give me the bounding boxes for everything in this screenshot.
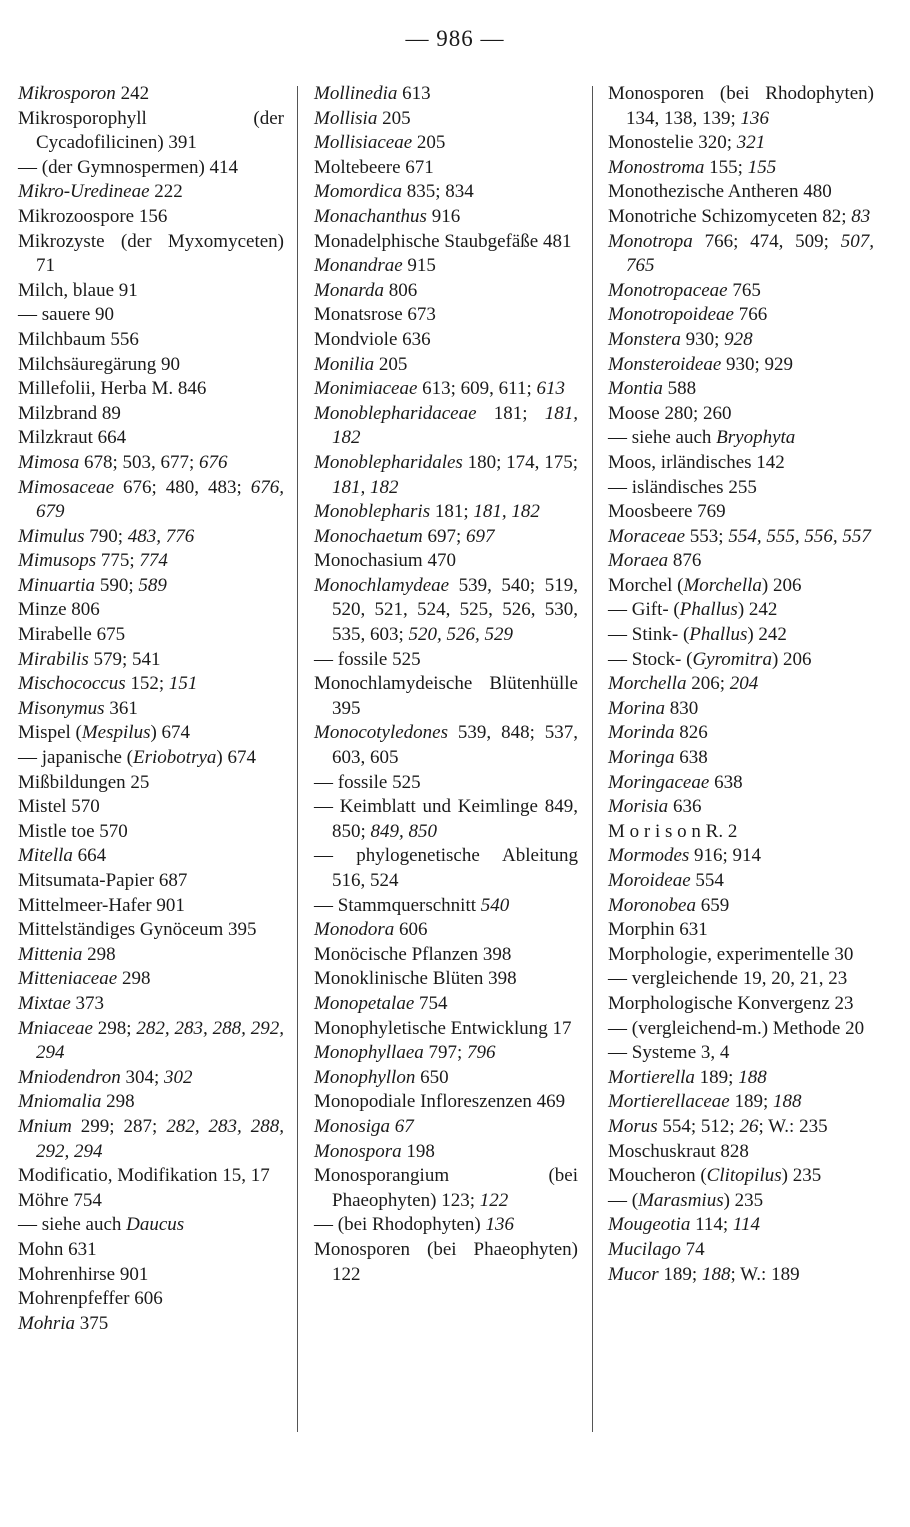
index-entry: Milzbrand 89 [18,402,121,424]
index-entry: Mnium 299; 287; 282, 283, 288, 292, 294 [18,1115,285,1162]
index-entry: Mimusops 775; 774 [18,550,168,572]
index-entry: — Stammquerschnitt 540 [314,894,510,916]
index-column-left [18,82,284,1336]
index-entry: Mollisia 205 [314,107,411,129]
index-entry: Mimosaceae 676; 480, 483; 676, 679 [18,476,284,523]
index-entry: Moos, irländisches 142 [608,451,785,473]
index-entry: Morchel (Morchella) 206 [608,574,802,596]
index-entry: Moschuskraut 828 [608,1140,749,1162]
index-entry: Mikrosporophyll (der Cycadofilicinen) 391 [18,107,284,154]
index-entry: Moraea 876 [608,550,702,572]
index-entry: Mikrozoospore 156 [18,205,168,227]
index-entry: Misonymus 361 [18,697,138,719]
index-entry: Mohria 375 [18,1312,109,1334]
index-entry: Mormodes 916; 914 [608,845,762,867]
index-entry: Monatsrose 673 [314,304,436,326]
index-entry: Monachanthus 916 [314,205,461,227]
index-entry: Moringa 638 [608,747,708,769]
index-entry: Modificatio, Modifikation 15, 17 [18,1165,270,1187]
index-column-middle [314,82,578,1287]
index-entry: Monochaetum 697; 697 [314,525,495,547]
index-entry: — Gift- (Phallus) 242 [608,599,778,621]
index-entry: — Keimblatt und Keimlinge 849, 850; 849, 850 [314,796,578,842]
index-entry: Monocotyledones 539, 848; 537, 603, 605 [314,722,578,769]
index-entry: Mortierella 189; 188 [608,1066,767,1088]
index-entry: Mimulus 790; 483, 776 [18,525,195,547]
index-entry: Monotropoideae 766 [608,304,768,326]
page-header: — 986 — [405,26,505,51]
index-entry: — japanische (Eriobotrya) 674 [18,747,256,769]
index-entry: — siehe auch Bryophyta [608,427,796,449]
index-entry: — fossile 525 [314,648,421,670]
index-entry: Mischococcus 152; 151 [18,673,198,695]
index-entry: Morisia 636 [608,796,702,818]
index-entry: Monosiga 67 [314,1115,414,1137]
index-entry: Monopetalae 754 [314,992,448,1014]
index-entry: Montia 588 [608,378,697,400]
index-entry: Mistle toe 570 [18,820,128,842]
index-entry: Morus 554; 512; 26; W.: 235 [608,1115,828,1137]
index-entry: Mougeotia 114; 114 [608,1214,760,1236]
index-entry: Monsteroideae 930; 929 [608,353,794,375]
index-entry: Monimiaceae 613; 609, 611; 613 [314,378,566,400]
index-entry: Monochasium 470 [314,550,456,572]
index-entry: Mohn 631 [18,1238,97,1260]
index-entry: Milchsäuregärung 90 [18,353,180,375]
index-entry: Monöcische Pflanzen 398 [314,943,512,965]
index-entry: Monopodiale Infloreszenzen 469 [314,1091,566,1113]
index-entry: Monarda 806 [314,279,418,301]
index-entry: Mißbildungen 25 [18,771,150,793]
index-entry: Mniomalia 298 [18,1091,135,1113]
index-entry: Morchella 206; 204 [608,673,759,695]
column-divider-2 [592,86,593,1432]
index-entry: Milchbaum 556 [18,328,139,350]
index-entry: M o r i s o n R. 2 [608,820,738,842]
index-entry: Milch, blaue 91 [18,279,138,301]
index-entry: Monoblepharidales 180; 174, 175; 181, 182 [314,451,578,498]
index-entry: Mitsumata-Papier 687 [18,870,188,891]
index-entry: Monstera 930; 928 [608,328,753,350]
index-entry: — siehe auch Daucus [18,1214,185,1236]
index-entry: Mniodendron 304; 302 [18,1066,193,1088]
index-entry: Moose 280; 260 [608,402,732,424]
index-entry: Mollinedia 613 [314,83,431,104]
index-entry: Momordica 835; 834 [314,181,474,203]
index-entry: Monophyllon 650 [314,1066,449,1088]
index-entry: — (bei Rhodophyten) 136 [314,1214,515,1236]
index-entry: Mitteniaceae 298 [18,968,151,990]
index-entry: Moraceae 553; 554, 555, 556, 557 [608,525,871,547]
index-entry: Monilia 205 [314,353,408,375]
index-entry: Monadelphische Staubgefäße 481 [314,230,572,252]
page-number: 986 [436,26,474,51]
index-entry: Mittelmeer-Hafer 901 [18,894,185,916]
index-entry: Moroideae 554 [608,870,724,891]
index-entry: Mirabilis 579; 541 [18,648,161,670]
column-divider-1 [297,86,298,1432]
index-entry: Moringaceae 638 [608,771,743,793]
index-entry: Moronobea 659 [608,894,730,916]
index-entry: Mistel 570 [18,796,100,818]
index-entry: Möhre 754 [18,1189,102,1211]
index-entry: Mimosa 678; 503, 677; 676 [18,451,228,473]
index-entry: Mixtae 373 [18,992,105,1014]
index-entry: Mohrenhirse 901 [18,1263,149,1285]
index-entry: Monospora 198 [314,1140,435,1162]
index-entry: Monoblepharidaceae 181; 181, 182 [314,402,578,449]
index-entry: Mniaceae 298; 282, 283, 288, 292, 294 [18,1017,285,1064]
index-entry: Monotriche Schizomyceten 82; 83 [608,205,871,227]
index-entry: Monophyllaea 797; 796 [314,1042,496,1064]
index-entry: — sauere 90 [18,304,115,326]
index-entry: Mitella 664 [18,845,107,867]
index-entry: Mucilago 74 [608,1238,705,1260]
index-entry: Mondviole 636 [314,328,431,350]
index-entry: Mikro-Uredineae 222 [18,181,183,203]
index-entry: Morinda 826 [608,722,708,744]
index-entry: Monochlamydeische Blütenhülle 395 [314,673,578,719]
index-entry: Monostelie 320; 321 [608,132,766,154]
index-entry: Morphin 631 [608,919,708,941]
index-entry: Moosbeere 769 [608,501,726,523]
index-entry: Mohrenpfeffer 606 [18,1288,163,1310]
index-entry: Monosporen (bei Rhodophyten) 134, 138, 139; 136 [608,83,874,129]
index-entry: Monotropa 766; 474, 509; 507, 765 [608,230,874,277]
index-entry: Mollisiaceae 205 [314,132,446,154]
index-entry: Monostroma 155; 155 [608,156,777,178]
index-entry: Mortierellaceae 189; 188 [608,1091,802,1113]
index-entry: — Stock- (Gyromitra) 206 [608,648,812,670]
index-entry: Monoklinische Blüten 398 [314,968,517,990]
index-entry: Mittelständiges Gynöceum 395 [18,919,257,941]
index-entry: Monochlamydeae 539, 540; 519, 520, 521, 524, 525, 526, 530, 535, 603; 520, 526, 529 [314,574,578,646]
index-entry: Mikrosporon 242 [18,83,150,104]
index-entry: — Stink- (Phallus) 242 [608,624,787,646]
index-entry: Monotropaceae 765 [608,279,761,301]
index-entry: Mikrozyste (der Myxomyceten) 71 [18,230,284,277]
index-column-right [608,82,874,1287]
index-entry: Morphologie, experimentelle 30 [608,943,854,965]
index-entry: Moucheron (Clitopilus) 235 [608,1165,822,1187]
index-entry: Monandrae 915 [314,255,436,277]
index-entry: — (vergleichend-m.) Methode 20 [608,1017,865,1039]
index-entry: Monodora 606 [314,919,428,941]
index-entry: — vergleichende 19, 20, 21, 23 [608,968,848,990]
index-entry: Mittenia 298 [18,943,116,965]
index-entry: Mucor 189; 188; W.: 189 [608,1263,800,1285]
index-entry: Monothezische Antheren 480 [608,181,832,203]
index-entry: Mirabelle 675 [18,624,126,646]
index-entry: — phylogenetische Ableitung 516, 524 [314,845,578,891]
index-entry: — (der Gymnospermen) 414 [18,156,239,178]
index-entry: Millefolii, Herba M. 846 [18,378,207,400]
index-entry: Minze 806 [18,599,100,621]
index-entry: — isländisches 255 [608,476,757,498]
index-entry: Morina 830 [608,697,699,719]
index-entry: Minuartia 590; 589 [18,574,167,596]
index-entry: Monosporangium (bei Phaeophyten) 123; 122 [314,1165,578,1211]
index-entry: Monosporen (bei Phaeophyten) 122 [314,1238,578,1285]
index-entry: Moltebeere 671 [314,156,434,178]
index-entry: Mispel (Mespilus) 674 [18,722,191,744]
index-entry: Monoblepharis 181; 181, 182 [314,501,540,523]
index-entry: Milzkraut 664 [18,427,127,449]
index-entry: — Systeme 3, 4 [608,1042,730,1064]
index-entry: Morphologische Konvergenz 23 [608,992,854,1014]
index-entry: — (Marasmius) 235 [608,1189,764,1211]
index-entry: — fossile 525 [314,771,421,793]
index-entry: Monophyletische Entwicklung 17 [314,1017,572,1039]
